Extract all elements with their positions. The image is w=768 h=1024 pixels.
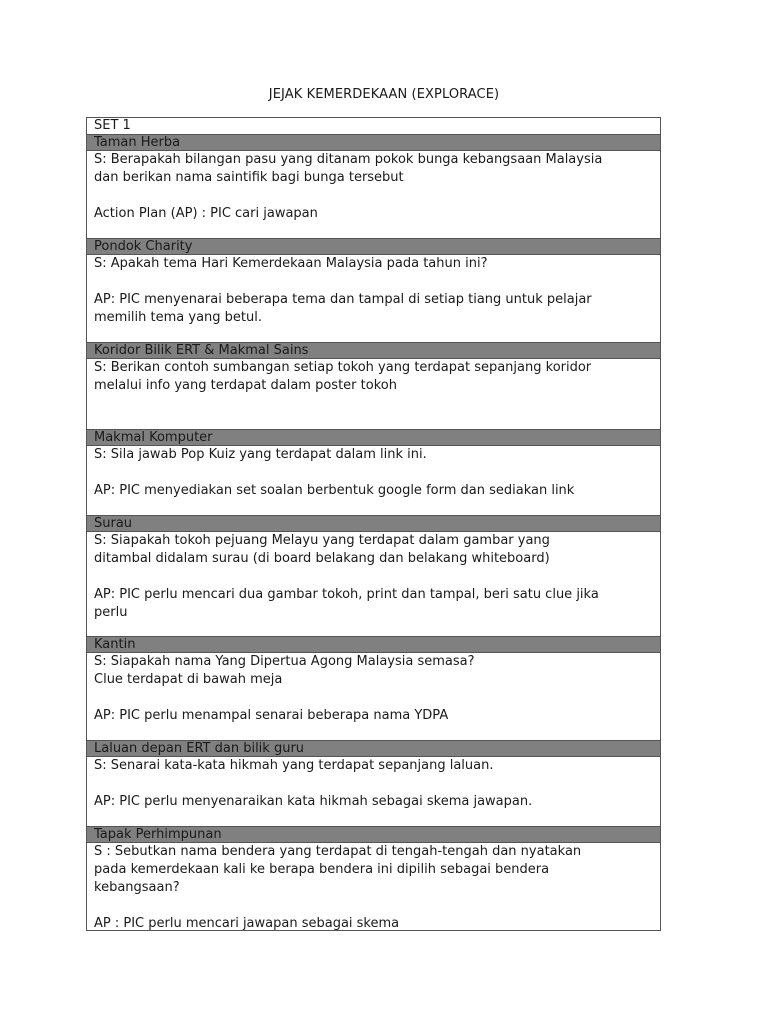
- action-plan-line: AP: PIC perlu mencari dua gambar tokoh, print dan tampal, beri satu clue jika: [94, 587, 599, 602]
- section-body-surau: [87, 532, 660, 637]
- question-line: S: Apakah tema Hari Kemerdekaan Malaysia pada tahun ini?: [94, 256, 488, 271]
- section-body-taman-herba: [87, 151, 660, 239]
- action-plan-line: AP: PIC perlu menampal senarai beberapa nama YDPA: [94, 708, 449, 723]
- location-header-taman-herba: Taman Herba: [87, 135, 660, 151]
- action-plan-line: Action Plan (AP) : PIC cari jawapan: [94, 206, 318, 221]
- section-body-koridor-bilik-ert: [87, 359, 660, 430]
- location-header-surau: Surau: [87, 516, 660, 532]
- question-line: S: Berapakah bilangan pasu yang ditanam pokok bunga kebangsaan Malaysia: [94, 152, 603, 167]
- question-line: Clue terdapat di bawah meja: [94, 672, 283, 687]
- section-body-makmal-komputer: [87, 446, 660, 516]
- question-line: S: Sila jawab Pop Kuiz yang terdapat dalam link ini.: [94, 447, 427, 462]
- question-line: S: Siapakah nama Yang Dipertua Agong Malaysia semasa?: [94, 654, 475, 669]
- location-header-makmal-komputer: Makmal Komputer: [87, 430, 660, 446]
- location-header-pondok-charity: Pondok Charity: [87, 239, 660, 255]
- question-line: melalui info yang terdapat dalam poster tokoh: [94, 378, 397, 393]
- action-plan-line: AP: PIC menyenarai beberapa tema dan tampal di setiap tiang untuk pelajar: [94, 292, 592, 307]
- question-line: pada kemerdekaan kali ke berapa bendera ini dipilih sebagai bendera: [94, 862, 550, 877]
- action-plan-line: AP : PIC perlu mencari jawapan sebagai skema: [94, 916, 400, 931]
- explorace-table: [86, 117, 661, 931]
- action-plan-line: AP: PIC menyediakan set soalan berbentuk google form dan sediakan link: [94, 483, 575, 498]
- action-plan-line: perlu: [94, 605, 128, 620]
- section-body-kantin: [87, 653, 660, 741]
- question-line: S: Senarai kata-kata hikmah yang terdapat sepanjang laluan.: [94, 758, 494, 773]
- section-body-pondok-charity: [87, 255, 660, 343]
- question-line: kebangsaan?: [94, 880, 180, 895]
- location-header-laluan-depan-ert: Laluan depan ERT dan bilik guru: [87, 741, 660, 757]
- set-label: SET 1: [87, 118, 660, 135]
- question-line: S: Berikan contoh sumbangan setiap tokoh yang terdapat sepanjang koridor: [94, 360, 592, 375]
- question-line: dan berikan nama saintifik bagi bunga tersebut: [94, 170, 404, 185]
- section-body-laluan-depan-ert: [87, 757, 660, 827]
- question-line: S: Siapakah tokoh pejuang Melayu yang terdapat dalam gambar yang: [94, 533, 550, 548]
- question-line: S : Sebutkan nama bendera yang terdapat di tengah-tengah dan nyatakan: [94, 844, 582, 859]
- location-header-koridor-bilik-ert: Koridor Bilik ERT & Makmal Sains: [87, 343, 660, 359]
- action-plan-line: AP: PIC perlu menyenaraikan kata hikmah sebagai skema jawapan.: [94, 794, 533, 809]
- location-header-kantin: Kantin: [87, 637, 660, 653]
- action-plan-line: memilih tema yang betul.: [94, 310, 263, 325]
- location-header-tapak-perhimpunan: Tapak Perhimpunan: [87, 827, 660, 843]
- section-body-tapak-perhimpunan: [87, 843, 660, 930]
- document-title: JEJAK KEMERDEKAAN (EXPLORACE): [268, 87, 500, 102]
- question-line: ditambal didalam surau (di board belakang dan belakang whiteboard): [94, 551, 550, 566]
